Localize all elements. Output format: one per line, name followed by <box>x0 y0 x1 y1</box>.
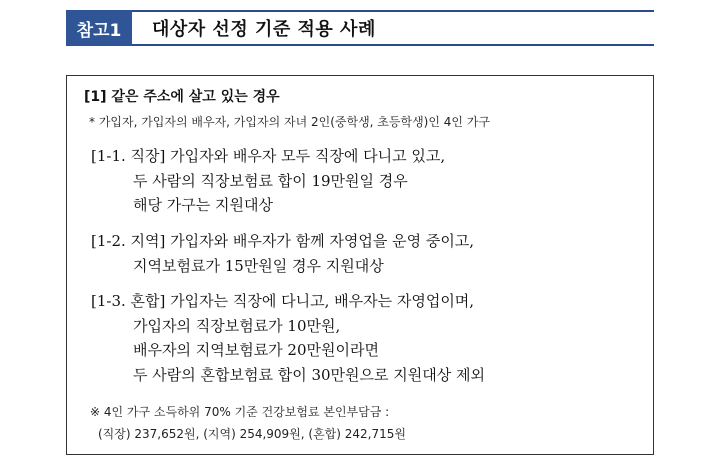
page-title: 대상자 선정 기준 적용 사례 <box>152 19 376 40</box>
case-regional <box>91 229 474 278</box>
household-note: * 가입자, 가입자의 배우자, 가입자의 자녀 2인(중학생, 초등학생)인 4인 가구 <box>89 115 490 129</box>
case-line: 배우자의 지역보험료가 20만원이라면 <box>133 341 379 359</box>
case-line: 두 사람의 혼합보험료 합이 30만원으로 지원대상 제외 <box>133 365 485 384</box>
footnote-line: (직장) 237,652원, (지역) 254,909원, (혼합) 242,715원 <box>98 427 406 441</box>
case-line: 해당 가구는 지원대상 <box>133 196 273 214</box>
case-line: 두 사람의 직장보험료 합이 19만원일 경우 <box>133 171 408 190</box>
section-heading: [1] 같은 주소에 살고 있는 경우 <box>84 89 280 105</box>
case-employee <box>91 144 445 218</box>
case-line: [1-2. 지역] 가입자와 배우자가 함께 자영업을 운영 중이고, <box>91 232 475 250</box>
page-header <box>66 10 654 46</box>
example-box <box>66 75 654 455</box>
case-line: 가입자의 직장보험료가 10만원, <box>133 316 341 335</box>
premium-footnote <box>90 401 406 445</box>
case-mixed <box>91 289 485 387</box>
footnote-line: ※ 4인 가구 소득하위 70% 기준 건강보험료 본인부담금 : <box>90 405 390 419</box>
case-line: [1-3. 혼합] 가입자는 직장에 다니고, 배우자는 자영업이며, <box>91 292 475 310</box>
case-line: 지역보험료가 15만원일 경우 지원대상 <box>133 256 384 275</box>
reference-badge: 참고1 <box>66 10 132 46</box>
case-line: [1-1. 직장] 가입자와 배우자 모두 직장에 다니고 있고, <box>91 147 446 165</box>
